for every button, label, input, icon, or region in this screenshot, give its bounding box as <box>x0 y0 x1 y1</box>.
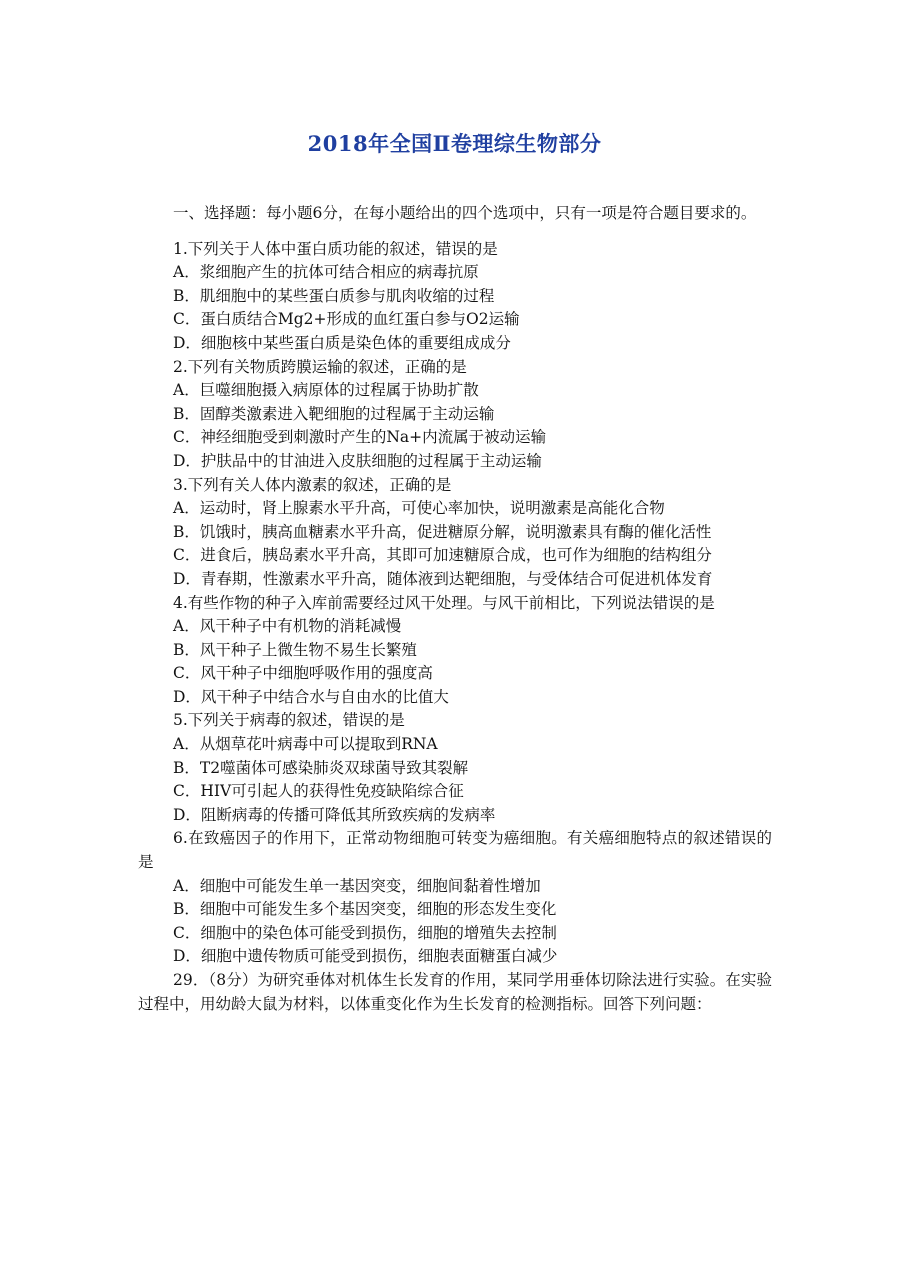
question-2-option-c: C．神经细胞受到刺激时产生的Na+内流属于被动运输 <box>173 428 547 447</box>
question-5-option-b: B．T2噬菌体可感染肺炎双球菌导致其裂解 <box>173 758 469 777</box>
question-3-option-c: C．进食后，胰岛素水平升高，其即可加速糖原合成，也可作为细胞的结构组分 <box>173 546 712 565</box>
question-6-option-c: C．细胞中的染色体可能受到损伤，细胞的增殖失去控制 <box>173 923 557 942</box>
question-4-option-b: B．风干种子上微生物不易生长繁殖 <box>173 640 417 659</box>
question-2-stem: 2.下列有关物质跨膜运输的叙述，正确的是 <box>173 357 467 376</box>
question-1-option-b: B．肌细胞中的某些蛋白质参与肌肉收缩的过程 <box>173 286 495 305</box>
question-29-stem: 29．（8分）为研究垂体对机体生长发育的作用，某同学用垂体切除法进行实验。在实验过程中，用幼龄大鼠为材料，以体重变化作为生长发育的检测指标。回答下列问题： <box>138 971 772 1013</box>
question-1-stem: 1.下列关于人体中蛋白质功能的叙述，错误的是 <box>173 239 498 258</box>
section-intro: 一、选择题：每小题6分，在每小题给出的四个选项中，只有一项是符合题目要求的。 <box>173 204 757 222</box>
question-3-option-b: B．饥饿时，胰高血糖素水平升高，促进糖原分解，说明激素具有酶的催化活性 <box>173 522 712 541</box>
question-3-stem: 3.下列有关人体内激素的叙述，正确的是 <box>173 475 452 494</box>
question-2-option-b: B．固醇类激素进入靶细胞的过程属于主动运输 <box>173 404 495 423</box>
question-1-option-d: D．细胞核中某些蛋白质是染色体的重要组成成分 <box>173 333 511 352</box>
question-5-option-a: A．从烟草花叶病毒中可以提取到RNA <box>173 735 438 754</box>
question-6-option-d: D．细胞中遗传物质可能受到损伤，细胞表面糖蛋白减少 <box>173 947 558 966</box>
question-5-option-c: C．HIV可引起人的获得性免疫缺陷综合征 <box>173 782 464 801</box>
question-2-option-d: D．护肤品中的甘油进入皮肤细胞的过程属于主动运输 <box>173 451 542 470</box>
question-2-option-a: A．巨噬细胞摄入病原体的过程属于协助扩散 <box>173 381 479 400</box>
question-3-option-a: A．运动时，肾上腺素水平升高，可使心率加快，说明激素是高能化合物 <box>173 499 665 518</box>
question-4-option-d: D．风干种子中结合水与自由水的比值大 <box>173 687 449 706</box>
question-5-stem: 5.下列关于病毒的叙述，错误的是 <box>173 711 405 730</box>
question-5-option-d: D．阻断病毒的传播可降低其所致疾病的发病率 <box>173 805 496 824</box>
document-body <box>138 202 772 1016</box>
question-6-option-b: B．细胞中可能发生多个基因突变，细胞的形态发生变化 <box>173 900 557 919</box>
question-6-option-a: A．细胞中可能发生单一基因突变，细胞间黏着性增加 <box>173 876 541 895</box>
question-6-stem: 6.在致癌因子的作用下，正常动物细胞可转变为癌细胞。有关癌细胞特点的叙述错误的是 <box>138 829 772 872</box>
document-title: 2018年全国Ⅱ卷理综生物部分 <box>307 131 602 156</box>
question-1-option-a: A．浆细胞产生的抗体可结合相应的病毒抗原 <box>173 263 479 282</box>
question-4-option-c: C．风干种子中细胞呼吸作用的强度高 <box>173 664 433 683</box>
question-4-option-a: A．风干种子中有机物的消耗减慢 <box>173 617 402 636</box>
question-4-stem: 4.有些作物的种子入库前需要经过风干处理。与风干前相比，下列说法错误的是 <box>173 593 715 612</box>
question-3-option-d: D．青春期，性激素水平升高，随体液到达靶细胞，与受体结合可促进机体发育 <box>173 569 713 588</box>
question-1-option-c: C．蛋白质结合Mg2+形成的血红蛋白参与O2运输 <box>173 310 520 329</box>
